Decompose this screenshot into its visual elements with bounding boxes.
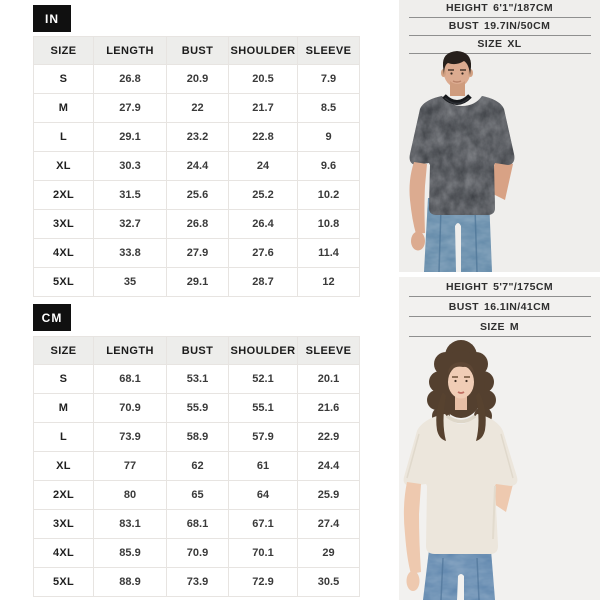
- unit-badge-cm: CM: [33, 304, 71, 331]
- size-row-l: [34, 123, 360, 152]
- measurement-cell: 73.9: [167, 568, 229, 597]
- model-panel-male: [399, 0, 600, 272]
- spec-label: BUST: [448, 301, 479, 313]
- size-cell: 5XL: [34, 568, 94, 597]
- measurement-cell: 30.3: [94, 152, 167, 181]
- model-height: [409, 277, 591, 297]
- measurement-cell: 31.5: [94, 181, 167, 210]
- size-row-5xl: [34, 268, 360, 297]
- size-row-l: [34, 423, 360, 452]
- size-cell: M: [34, 94, 94, 123]
- measurement-cell: 70.9: [94, 394, 167, 423]
- size-cell: 5XL: [34, 268, 94, 297]
- size-row-m: [34, 394, 360, 423]
- size-cell: 3XL: [34, 510, 94, 539]
- column-header-shoulder: SHOULDER: [229, 37, 298, 65]
- measurement-cell: 35: [94, 268, 167, 297]
- measurement-cell: 27.9: [94, 94, 167, 123]
- spec-label: HEIGHT: [446, 2, 489, 14]
- measurement-cell: 53.1: [167, 365, 229, 394]
- column-header-size: SIZE: [34, 337, 94, 365]
- measurement-cell: 9: [298, 123, 360, 152]
- spec-value: 5'7"/175CM: [493, 281, 553, 293]
- measurement-cell: 8.5: [298, 94, 360, 123]
- measurement-cell: 25.6: [167, 181, 229, 210]
- model-bust: [409, 297, 591, 317]
- size-cell: S: [34, 365, 94, 394]
- measurement-cell: 77: [94, 452, 167, 481]
- size-row-xl: [34, 452, 360, 481]
- measurement-cell: 10.2: [298, 181, 360, 210]
- measurement-cell: 30.5: [298, 568, 360, 597]
- column-header-shoulder: SHOULDER: [229, 337, 298, 365]
- measurement-cell: 57.9: [229, 423, 298, 452]
- measurement-cell: 27.4: [298, 510, 360, 539]
- measurement-cell: 29.1: [94, 123, 167, 152]
- male-model-photo: [399, 48, 600, 272]
- size-table-in: [33, 36, 360, 297]
- measurement-cell: 27.6: [229, 239, 298, 268]
- size-row-s: [34, 365, 360, 394]
- size-row-4xl: [34, 239, 360, 268]
- measurement-cell: 88.9: [94, 568, 167, 597]
- size-row-3xl: [34, 510, 360, 539]
- measurement-cell: 73.9: [94, 423, 167, 452]
- spec-value: M: [509, 321, 520, 333]
- size-row-xl: [34, 152, 360, 181]
- spec-label: BUST: [448, 20, 479, 32]
- measurement-cell: 21.7: [229, 94, 298, 123]
- size-cell: L: [34, 423, 94, 452]
- measurement-cell: 22.8: [229, 123, 298, 152]
- measurement-cell: 52.1: [229, 365, 298, 394]
- table-header-row: [34, 37, 360, 65]
- model-height: [409, 0, 591, 18]
- measurement-cell: 70.1: [229, 539, 298, 568]
- measurement-cell: 24.4: [167, 152, 229, 181]
- measurement-cell: 68.1: [167, 510, 229, 539]
- measurement-cell: 33.8: [94, 239, 167, 268]
- spec-value: 16.1IN/41CM: [483, 301, 551, 313]
- measurement-cell: 26.8: [167, 210, 229, 239]
- measurement-cell: 23.2: [167, 123, 229, 152]
- size-cell: XL: [34, 452, 94, 481]
- measurement-cell: 83.1: [94, 510, 167, 539]
- measurement-cell: 62: [167, 452, 229, 481]
- female-model-photo: [399, 334, 600, 600]
- measurement-cell: 21.6: [298, 394, 360, 423]
- spec-label: SIZE: [479, 321, 505, 333]
- size-cell: M: [34, 394, 94, 423]
- measurement-cell: 29.1: [167, 268, 229, 297]
- measurement-cell: 25.2: [229, 181, 298, 210]
- measurement-cell: 80: [94, 481, 167, 510]
- column-header-bust: BUST: [167, 337, 229, 365]
- measurement-cell: 26.8: [94, 65, 167, 94]
- measurement-cell: 25.9: [298, 481, 360, 510]
- measurement-cell: 24.4: [298, 452, 360, 481]
- measurement-cell: 70.9: [167, 539, 229, 568]
- column-header-length: LENGTH: [94, 37, 167, 65]
- column-header-length: LENGTH: [94, 337, 167, 365]
- measurement-cell: 20.9: [167, 65, 229, 94]
- measurement-cell: 28.7: [229, 268, 298, 297]
- measurement-cell: 24: [229, 152, 298, 181]
- measurement-cell: 12: [298, 268, 360, 297]
- measurement-cell: 32.7: [94, 210, 167, 239]
- size-row-s: [34, 65, 360, 94]
- column-header-sleeve: SLEEVE: [298, 37, 360, 65]
- spec-value: 6'1"/187CM: [493, 2, 553, 14]
- spec-label: SIZE: [477, 38, 503, 50]
- measurement-cell: 72.9: [229, 568, 298, 597]
- size-row-4xl: [34, 539, 360, 568]
- measurement-cell: 29: [298, 539, 360, 568]
- spec-value: XL: [507, 38, 522, 50]
- size-row-m: [34, 94, 360, 123]
- measurement-cell: 27.9: [167, 239, 229, 268]
- size-cell: 3XL: [34, 210, 94, 239]
- measurement-cell: 9.6: [298, 152, 360, 181]
- size-table-cm: [33, 336, 360, 597]
- measurement-cell: 26.4: [229, 210, 298, 239]
- size-cell: 2XL: [34, 481, 94, 510]
- measurement-cell: 10.8: [298, 210, 360, 239]
- size-cell: S: [34, 65, 94, 94]
- measurement-cell: 65: [167, 481, 229, 510]
- measurement-cell: 68.1: [94, 365, 167, 394]
- measurement-cell: 22: [167, 94, 229, 123]
- measurement-cell: 7.9: [298, 65, 360, 94]
- spec-value: 19.7IN/50CM: [483, 20, 551, 32]
- size-row-3xl: [34, 210, 360, 239]
- size-cell: 2XL: [34, 181, 94, 210]
- table-header-row: [34, 337, 360, 365]
- measurement-cell: 61: [229, 452, 298, 481]
- measurement-cell: 85.9: [94, 539, 167, 568]
- measurement-cell: 20.1: [298, 365, 360, 394]
- size-row-5xl: [34, 568, 360, 597]
- spec-label: HEIGHT: [446, 281, 489, 293]
- unit-badge-in: IN: [33, 5, 71, 32]
- size-cell: 4XL: [34, 539, 94, 568]
- measurement-cell: 11.4: [298, 239, 360, 268]
- model-panel-female: [399, 277, 600, 600]
- size-cell: 4XL: [34, 239, 94, 268]
- size-row-2xl: [34, 481, 360, 510]
- size-row-2xl: [34, 181, 360, 210]
- measurement-cell: 55.1: [229, 394, 298, 423]
- measurement-cell: 58.9: [167, 423, 229, 452]
- measurement-cell: 20.5: [229, 65, 298, 94]
- model-bust: [409, 18, 591, 36]
- size-cell: XL: [34, 152, 94, 181]
- column-header-size: SIZE: [34, 37, 94, 65]
- measurement-cell: 55.9: [167, 394, 229, 423]
- size-cell: L: [34, 123, 94, 152]
- column-header-sleeve: SLEEVE: [298, 337, 360, 365]
- measurement-cell: 67.1: [229, 510, 298, 539]
- measurement-cell: 22.9: [298, 423, 360, 452]
- column-header-bust: BUST: [167, 37, 229, 65]
- measurement-cell: 64: [229, 481, 298, 510]
